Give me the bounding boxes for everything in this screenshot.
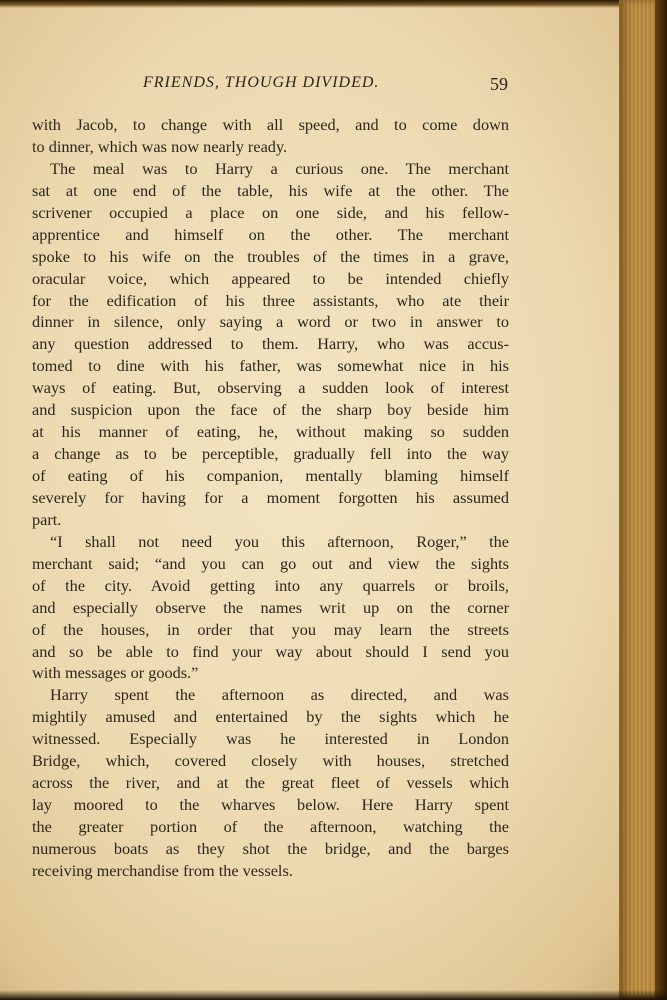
text-line: ways of eating. But, observing a sudden look of interest: [32, 378, 509, 398]
text-line: and especially observe the names writ up on the corner: [32, 597, 509, 617]
text-line: of the city. Avoid getting into any quarrels or broils,: [32, 575, 509, 595]
text-line: spoke to his wife on the troubles of the times in a grave,: [32, 246, 509, 266]
page-bottom-shadow: [0, 990, 667, 1000]
text-line: to dinner, which was now nearly ready.: [32, 136, 288, 156]
page-number: 59: [490, 74, 508, 94]
page-top-shadow: [0, 0, 667, 8]
text-line: of eating of his companion, mentally blaming himself: [32, 466, 509, 485]
text-line: any question addressed to them. Harry, who was accus-: [32, 334, 509, 354]
text-line: Bridge, which, covered closely with houses, stretched: [32, 751, 509, 771]
text-line: a change as to be perceptible, gradually fell into the way: [32, 444, 509, 464]
page-edges: [619, 0, 667, 1000]
text-line: and suspicion upon the face of the sharp boy beside him: [32, 400, 509, 420]
text-line: receiving merchandise from the vessels.: [32, 860, 293, 880]
text-line: “I shall not need you this afternoon, Roger,” the: [50, 531, 509, 551]
running-head: FRIENDS, THOUGH DIVIDED.: [143, 74, 380, 91]
text-line: with Jacob, to change with all speed, and to come down: [32, 115, 509, 134]
text-line: for the edification of his three assistants, who ate their: [32, 290, 509, 310]
text-line: and so be able to find your way about should I send you: [32, 641, 509, 661]
text-line: The meal was to Harry a curious one. The merchant: [50, 158, 509, 178]
text-line: apprentice and himself on the other. The merchant: [32, 224, 509, 244]
text-line: the greater portion of the afternoon, watching the: [32, 817, 509, 836]
body-text: [32, 114, 509, 882]
text-line: scrivener occupied a place on one side, and his fellow-: [32, 202, 509, 222]
text-line: merchant said; “and you can go out and view the sights: [32, 553, 509, 573]
text-line: numerous boats as they shot the bridge, and the barges: [32, 838, 509, 858]
text-line: at his manner of eating, he, without making so sudden: [32, 422, 509, 442]
text-line: across the river, and at the great fleet of vessels which: [32, 773, 509, 793]
text-line: tomed to dine with his father, was somewhat nice in his: [32, 356, 509, 376]
text-line: witnessed. Especially was he interested in London: [32, 729, 509, 749]
text-line: of the houses, in order that you may learn the streets: [32, 619, 509, 639]
page-header: [30, 74, 510, 102]
text-line: Harry spent the afternoon as directed, and was: [50, 685, 509, 705]
text-line: part.: [32, 509, 62, 529]
text-line: dinner in silence, only saying a word or two in answer to: [32, 312, 509, 332]
text-line: sat at one end of the table, his wife at the other. The: [32, 180, 509, 200]
text-line: mightily amused and entertained by the sights which he: [32, 707, 509, 727]
text-line: oracular voice, which appeared to be intended chiefly: [32, 268, 509, 288]
text-line: lay moored to the wharves below. Here Harry spent: [32, 795, 509, 815]
text-line: with messages or goods.”: [32, 663, 199, 683]
text-line: severely for having for a moment forgotten his assumed: [32, 487, 509, 507]
